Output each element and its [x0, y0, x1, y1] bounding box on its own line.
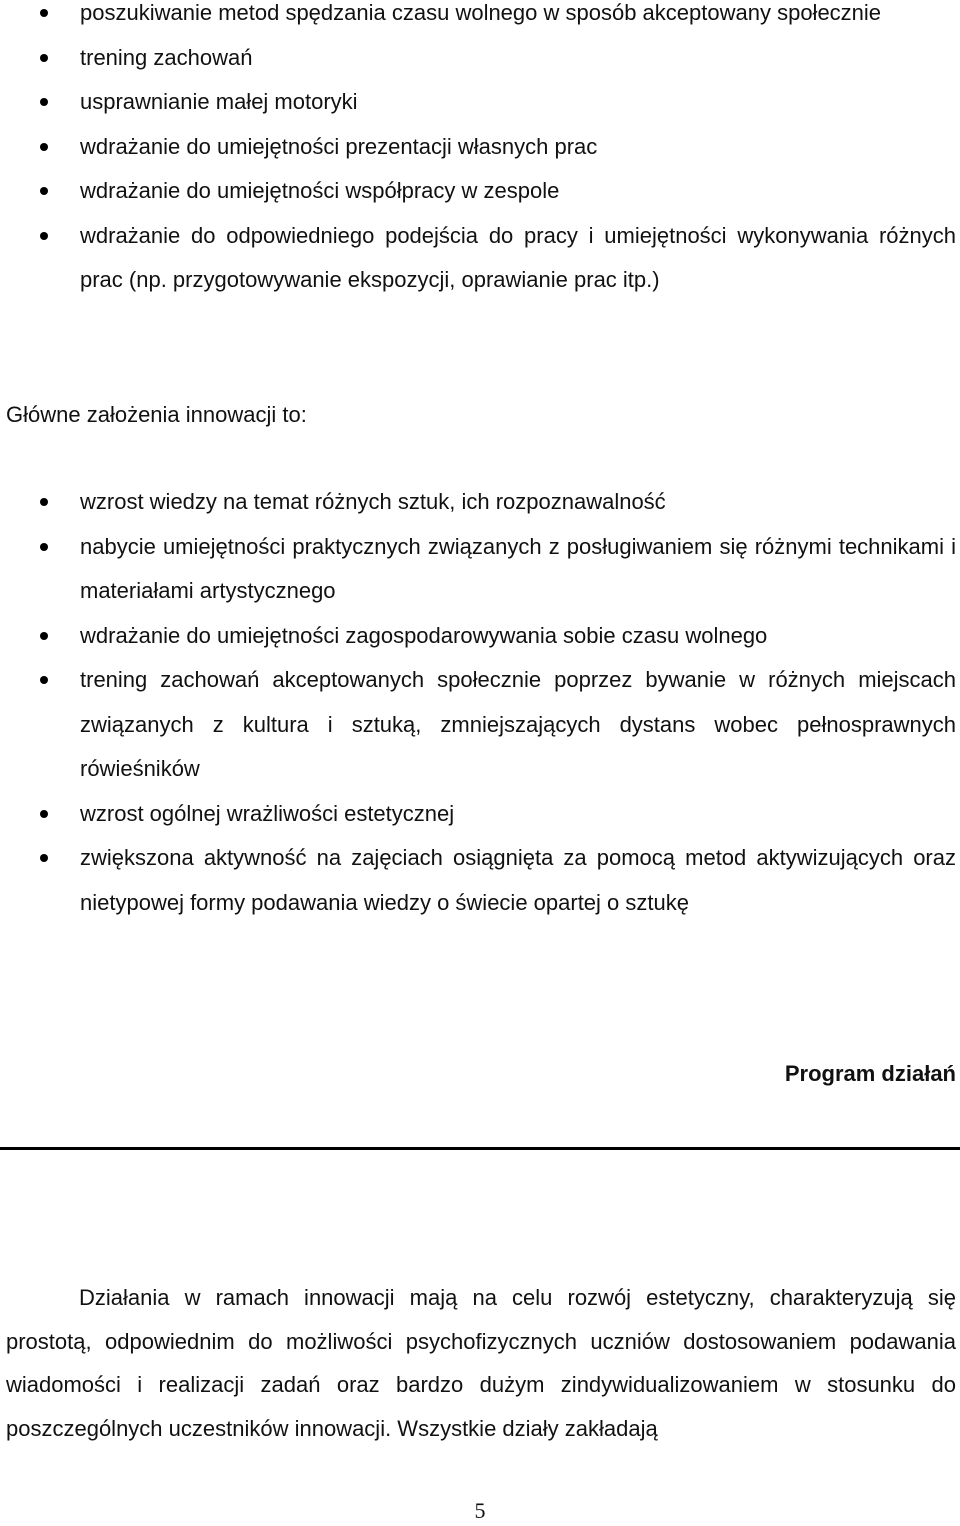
list-item — [0, 169, 960, 214]
list-item — [0, 614, 960, 659]
bullet-icon — [40, 632, 48, 640]
bullet-icon — [40, 810, 48, 818]
list-item-text: trening zachowań — [80, 44, 253, 70]
section-heading: Program działań — [784, 1061, 956, 1086]
list-item-text: wdrażanie do odpowiedniego podejścia do pracy i umiejętności wykonywania różnych prac (np. przygotowywanie ekspozycji, oprawianie prac itp.) — [80, 222, 956, 292]
list-item — [0, 80, 960, 125]
bullet-icon — [40, 9, 48, 17]
list-item-text: zwiększona aktywność na zajęciach osiągnięta za pomocą metod aktywizujących oraz nietypowej formy podawania wiedzy o świecie opartej o sztukę — [80, 845, 956, 915]
list-item-text: nabycie umiejętności praktycznych związanych z posługiwaniem się różnymi technikami i materiałami artystycznego — [80, 533, 956, 603]
list-item — [0, 480, 960, 525]
bullet-icon — [40, 498, 48, 506]
bullet-icon — [40, 232, 48, 240]
list-item — [0, 658, 960, 792]
assumptions-intro: Główne założenia innowacji to: — [6, 402, 307, 427]
bullet-icon — [40, 676, 48, 684]
list-item — [0, 525, 960, 614]
list-item-text: wdrażanie do umiejętności zagospodarowywania sobie czasu wolnego — [80, 622, 768, 648]
bullet-list-assumptions — [0, 480, 960, 925]
list-item-text: trening zachowań akceptowanych społecznie poprzez bywanie w różnych miejscach związanych z kultura i sztuką, zmniejszających dystans wobec pełnosprawnych rówieśników — [80, 667, 956, 781]
bullet-icon — [40, 98, 48, 106]
list-item — [0, 836, 960, 925]
list-item-text: wzrost wiedzy na temat różnych sztuk, ich rozpoznawalność — [80, 489, 666, 514]
list-item — [0, 125, 960, 170]
bullet-icon — [40, 854, 48, 862]
page-number: 5 — [474, 1498, 486, 1523]
bullet-icon — [40, 54, 48, 62]
bullet-icon — [40, 143, 48, 151]
list-item — [0, 792, 960, 837]
bullet-icon — [40, 187, 48, 195]
bullet-list-activities — [0, 0, 960, 303]
bullet-icon — [40, 543, 48, 551]
body-paragraph: Działania w ramach innowacji mają na celu rozwój estetyczny, charakteryzują się prostotą, odpowiednim do możliwości psychofizycznych uczniów dostosowaniem podawania wiadomości i realizacji zadań oraz bardzo dużym zindywidualizowaniem w stosunku do poszczególnych uczestników innowacji. Wszystkie działy zakładają — [6, 1285, 956, 1441]
list-item — [0, 214, 960, 303]
list-item-text: poszukiwanie metod spędzania czasu wolnego w sposób akceptowany społecznie — [80, 0, 882, 25]
list-item — [0, 36, 960, 81]
list-item — [0, 0, 960, 36]
list-item-text: wzrost ogólnej wrażliwości estetycznej — [80, 800, 455, 826]
horizontal-rule — [0, 1147, 960, 1150]
list-item-text: wdrażanie do umiejętności współpracy w zespole — [80, 178, 560, 203]
list-item-text: wdrażanie do umiejętności prezentacji własnych prac — [80, 133, 598, 159]
list-item-text: usprawnianie małej motoryki — [80, 89, 358, 114]
